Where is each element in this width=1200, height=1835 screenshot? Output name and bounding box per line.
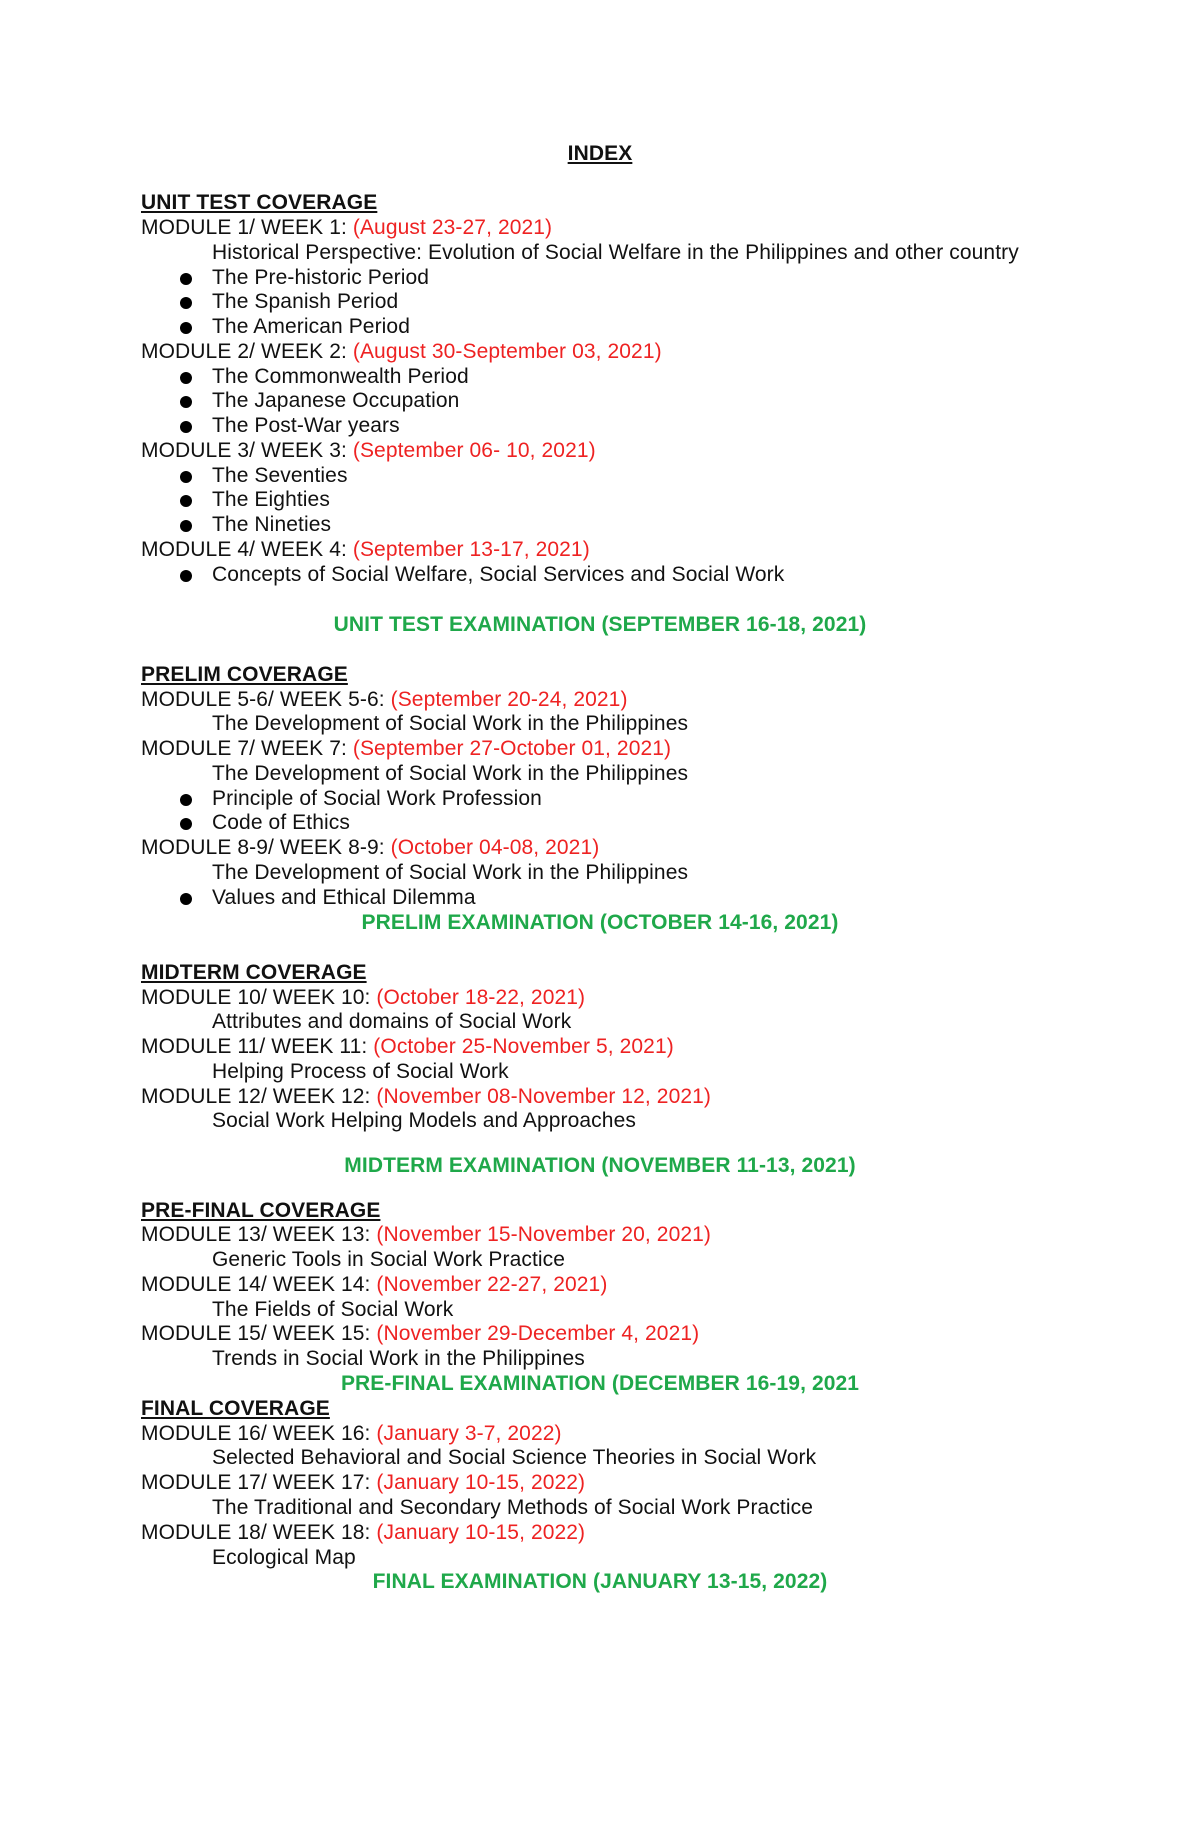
module-11-line bbox=[141, 1034, 674, 1059]
bullet-item: Values and Ethical Dilemma bbox=[212, 886, 476, 909]
module-date: (September 13-17, 2021) bbox=[352, 538, 590, 561]
bullet-icon bbox=[180, 818, 192, 830]
module-8-9-topic: The Development of Social Work in the Philippines bbox=[212, 861, 689, 884]
prefinal-heading: PRE-FINAL COVERAGE bbox=[141, 1199, 381, 1222]
bullet-icon bbox=[180, 794, 192, 806]
prelim-heading: PRELIM COVERAGE bbox=[141, 663, 348, 686]
module-date: (October 04-08, 2021) bbox=[390, 836, 600, 859]
module-15-line bbox=[141, 1321, 699, 1346]
module-16-line bbox=[141, 1421, 562, 1446]
bullet-item: The Nineties bbox=[212, 513, 332, 536]
module-date: (September 06- 10, 2021) bbox=[352, 439, 596, 462]
module-12-line bbox=[141, 1084, 711, 1109]
bullet-icon bbox=[180, 421, 192, 433]
module-label: MODULE 4/ WEEK 4: bbox=[141, 538, 353, 561]
prelim-exam-label: PRELIM EXAMINATION (OCTOBER 14-16, 2021) bbox=[361, 911, 839, 934]
module-14-line bbox=[141, 1272, 607, 1297]
bullet-icon bbox=[180, 570, 192, 582]
module-1-topic: Historical Perspective: Evolution of Social Welfare in the Philippines and other country bbox=[212, 241, 1019, 264]
bullet-item: The Pre-historic Period bbox=[212, 266, 430, 289]
bullet-item: The Post-War years bbox=[212, 414, 400, 437]
unit-test-heading: UNIT TEST COVERAGE bbox=[141, 191, 378, 214]
module-date: (November 22-27, 2021) bbox=[376, 1273, 608, 1296]
bullet-item: Code of Ethics bbox=[212, 811, 350, 834]
bullet-item: The Japanese Occupation bbox=[212, 389, 460, 412]
module-5-6-line bbox=[141, 687, 628, 712]
module-18-line bbox=[141, 1520, 585, 1545]
module-label: MODULE 10/ WEEK 10: bbox=[141, 986, 377, 1009]
module-date: (November 15-November 20, 2021) bbox=[376, 1223, 712, 1246]
bullet-item: The American Period bbox=[212, 315, 410, 338]
module-date: (November 08-November 12, 2021) bbox=[376, 1085, 712, 1108]
midterm-heading: MIDTERM COVERAGE bbox=[141, 961, 367, 984]
bullet-item: The Commonwealth Period bbox=[212, 365, 469, 388]
bullet-icon bbox=[180, 396, 192, 408]
unit-test-exam-label: UNIT TEST EXAMINATION (SEPTEMBER 16-18, 2021) bbox=[333, 613, 867, 636]
module-14-topic: The Fields of Social Work bbox=[212, 1298, 454, 1321]
module-7-topic: The Development of Social Work in the Philippines bbox=[212, 762, 689, 785]
module-date: (October 25-November 5, 2021) bbox=[373, 1035, 674, 1058]
module-label: MODULE 15/ WEEK 15: bbox=[141, 1322, 377, 1345]
module-label: MODULE 3/ WEEK 3: bbox=[141, 439, 353, 462]
module-12-topic: Social Work Helping Models and Approaches bbox=[212, 1109, 636, 1132]
module-3-line bbox=[141, 438, 596, 463]
module-4-line bbox=[141, 537, 590, 562]
module-17-line bbox=[141, 1470, 585, 1495]
module-date: (January 3-7, 2022) bbox=[376, 1422, 562, 1445]
module-label: MODULE 13/ WEEK 13: bbox=[141, 1223, 377, 1246]
bullet-icon bbox=[180, 273, 192, 285]
bullet-icon bbox=[180, 520, 192, 532]
module-date: (November 29-December 4, 2021) bbox=[376, 1322, 700, 1345]
bullet-item: The Eighties bbox=[212, 488, 330, 511]
module-label: MODULE 11/ WEEK 11: bbox=[141, 1035, 374, 1058]
module-16-topic: Selected Behavioral and Social Science Theories in Social Work bbox=[212, 1446, 817, 1469]
module-18-topic: Ecological Map bbox=[212, 1546, 356, 1569]
module-date: (January 10-15, 2022) bbox=[376, 1471, 586, 1494]
module-1-line bbox=[141, 215, 552, 240]
module-13-topic: Generic Tools in Social Work Practice bbox=[212, 1248, 566, 1271]
module-5-6-topic: The Development of Social Work in the Philippines bbox=[212, 712, 689, 735]
bullet-item: Principle of Social Work Profession bbox=[212, 787, 542, 810]
module-label: MODULE 8-9/ WEEK 8-9: bbox=[141, 836, 391, 859]
module-label: MODULE 18/ WEEK 18: bbox=[141, 1521, 377, 1544]
module-10-topic: Attributes and domains of Social Work bbox=[212, 1010, 572, 1033]
bullet-icon bbox=[180, 893, 192, 905]
bullet-icon bbox=[180, 322, 192, 334]
module-date: (October 18-22, 2021) bbox=[376, 986, 586, 1009]
module-11-topic: Helping Process of Social Work bbox=[212, 1060, 509, 1083]
module-label: MODULE 14/ WEEK 14: bbox=[141, 1273, 377, 1296]
midterm-exam-label: MIDTERM EXAMINATION (NOVEMBER 11-13, 2021) bbox=[344, 1154, 856, 1177]
module-label: MODULE 16/ WEEK 16: bbox=[141, 1422, 377, 1445]
bullet-icon bbox=[180, 495, 192, 507]
module-label: MODULE 12/ WEEK 12: bbox=[141, 1085, 377, 1108]
index-title: INDEX bbox=[567, 142, 633, 165]
module-label: MODULE 17/ WEEK 17: bbox=[141, 1471, 377, 1494]
module-15-topic: Trends in Social Work in the Philippines bbox=[212, 1347, 585, 1370]
module-date: (August 30-September 03, 2021) bbox=[352, 340, 662, 363]
bullet-item: Concepts of Social Welfare, Social Services and Social Work bbox=[212, 563, 785, 586]
module-10-line bbox=[141, 985, 585, 1010]
bullet-item: The Seventies bbox=[212, 464, 348, 487]
final-heading: FINAL COVERAGE bbox=[141, 1397, 330, 1420]
module-8-9-line bbox=[141, 835, 599, 860]
bullet-icon bbox=[180, 471, 192, 483]
module-label: MODULE 7/ WEEK 7: bbox=[141, 737, 353, 760]
module-label: MODULE 5-6/ WEEK 5-6: bbox=[141, 688, 391, 711]
module-2-line bbox=[141, 339, 662, 364]
module-label: MODULE 1/ WEEK 1: bbox=[141, 216, 353, 239]
module-date: (August 23-27, 2021) bbox=[352, 216, 553, 239]
module-17-topic: The Traditional and Secondary Methods of Social Work Practice bbox=[212, 1496, 814, 1519]
prefinal-exam-label: PRE-FINAL EXAMINATION (DECEMBER 16-19, 2021 bbox=[340, 1372, 860, 1395]
bullet-icon bbox=[180, 372, 192, 384]
module-7-line bbox=[141, 736, 671, 761]
bullet-item: The Spanish Period bbox=[212, 290, 399, 313]
module-label: MODULE 2/ WEEK 2: bbox=[141, 340, 353, 363]
bullet-icon bbox=[180, 297, 192, 309]
module-date: (September 27-October 01, 2021) bbox=[352, 737, 672, 760]
final-exam-label: FINAL EXAMINATION (JANUARY 13-15, 2022) bbox=[372, 1570, 828, 1593]
module-date: (September 20-24, 2021) bbox=[390, 688, 628, 711]
module-13-line bbox=[141, 1222, 711, 1247]
module-date: (January 10-15, 2022) bbox=[376, 1521, 586, 1544]
